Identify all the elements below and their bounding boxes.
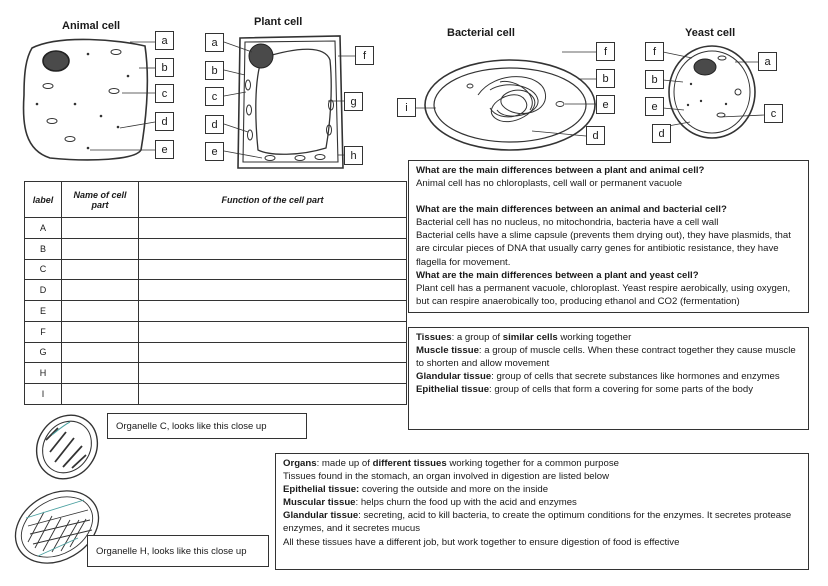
glandular-tissue-stomach [283, 509, 801, 535]
bacterial-label-box[interactable]: b [596, 69, 615, 88]
row-label: H [25, 363, 62, 384]
table-row [25, 280, 407, 301]
row-label: F [25, 321, 62, 342]
bacterial-label-box[interactable]: d [586, 126, 605, 145]
answer-plant-yeast: Plant cell has a permanent vacuole, chloroplast. Yeast respire aerobically, using oxygen, but can respire anaerobically too, producing ethanol and CO2 (fermentation) [416, 282, 791, 307]
text: : made up of [316, 458, 373, 469]
plant-label-box[interactable]: d [205, 115, 224, 134]
term: Epithelial tissue: [283, 484, 360, 496]
function-cell[interactable] [139, 363, 407, 384]
text: working together [557, 332, 632, 343]
row-label: B [25, 238, 62, 259]
organelle-h-caption: Organelle H, looks like this close up [87, 535, 269, 567]
table-row [25, 342, 407, 363]
term: Glandular tissue [283, 510, 359, 522]
name-cell[interactable] [62, 238, 139, 259]
row-label: G [25, 342, 62, 363]
plant-label-box[interactable]: h [344, 146, 363, 165]
text: working together for a common purpose [446, 458, 619, 469]
name-cell[interactable] [62, 280, 139, 301]
row-label: C [25, 259, 62, 280]
cell-parts-table [24, 181, 407, 405]
plant-label-box[interactable]: a [205, 33, 224, 52]
animal-label-box[interactable]: c [155, 84, 174, 103]
bacterial-label-box[interactable]: i [397, 98, 416, 117]
function-cell[interactable] [139, 301, 407, 322]
table-row [25, 363, 407, 384]
question-plant-yeast: What are the main differences between a plant and yeast cell? [416, 269, 699, 281]
plant-label-box[interactable]: f [355, 46, 374, 65]
question-animal-bacterial: What are the main differences between an animal and bacterial cell? [416, 204, 727, 216]
stomach-summary: All these tissues have a different job, but work together to ensure digestion of food is effective [283, 536, 680, 548]
function-cell[interactable] [139, 342, 407, 363]
organs-box [275, 453, 809, 570]
epithelial-tissue-stomach [283, 483, 801, 496]
name-cell[interactable] [62, 218, 139, 239]
column-header-label: label [25, 182, 62, 218]
table-row [25, 321, 407, 342]
name-cell[interactable] [62, 321, 139, 342]
plant-label-box[interactable]: e [205, 142, 224, 161]
yeast-label-box[interactable]: f [645, 42, 664, 61]
yeast-label-box[interactable]: d [652, 124, 671, 143]
tissues-definition [416, 331, 801, 344]
organs-definition [283, 457, 801, 470]
name-cell[interactable] [62, 363, 139, 384]
answer-animal-bacterial-2: Bacterial cells have a slime capsule (prevents them drying out), they have plasmids, that are circular pieces of DNA that usually carry genes for antibiotic resistance, they have flagella for movement. [416, 230, 791, 268]
muscle-tissue-definition [416, 344, 801, 370]
text: : helps churn the food up with the acid and enzymes [355, 497, 577, 509]
answer-animal-bacterial-1: Bacterial cell has no nucleus, no mitochondria, bacteria have a cell wall [416, 217, 719, 229]
function-cell[interactable] [139, 259, 407, 280]
yeast-cell-drawing [663, 46, 764, 138]
function-cell[interactable] [139, 321, 407, 342]
function-cell[interactable] [139, 218, 407, 239]
mitochondrion-drawing [24, 403, 109, 490]
function-cell[interactable] [139, 280, 407, 301]
row-label: D [25, 280, 62, 301]
animal-cell-drawing [23, 39, 155, 160]
bacterial-cell-drawing [415, 52, 596, 150]
table-row [25, 238, 407, 259]
epithelial-tissue-definition [416, 383, 801, 396]
table-row [25, 259, 407, 280]
animal-label-box[interactable]: a [155, 31, 174, 50]
answer-plant-animal: Animal cell has no chloroplasts, cell wall or permanent vacuole [416, 178, 683, 190]
question-plant-animal: What are the main differences between a plant and animal cell? [416, 165, 705, 176]
muscular-tissue-stomach [283, 496, 801, 509]
animal-cell-title: Animal cell [62, 20, 121, 32]
yeast-label-box[interactable]: e [645, 97, 664, 116]
column-header-function: Function of the cell part [139, 182, 407, 218]
table-row [25, 218, 407, 239]
stomach-intro: Tissues found in the stomach, an organ involved in digestion are listed below [283, 471, 610, 483]
emphasis: different tissues [372, 458, 447, 469]
name-cell[interactable] [62, 384, 139, 405]
plant-cell-drawing [224, 36, 355, 168]
animal-label-box[interactable]: e [155, 140, 174, 159]
yeast-label-box[interactable]: b [645, 70, 664, 89]
text: : a group of muscle cells. When these contract together they cause muscle to shorten and allow movement [416, 345, 796, 370]
column-header-name: Name of cell part [62, 182, 139, 218]
yeast-label-box[interactable]: a [758, 52, 777, 71]
name-cell[interactable] [62, 342, 139, 363]
table-row [25, 301, 407, 322]
text: covering the outside and more on the inside [359, 484, 549, 496]
plant-label-box[interactable]: c [205, 87, 224, 106]
table-header-row [25, 182, 407, 218]
plant-label-box[interactable]: b [205, 61, 224, 80]
yeast-cell-title: Yeast cell [685, 27, 736, 39]
table-row [25, 384, 407, 405]
row-label: E [25, 301, 62, 322]
term: Organs [283, 458, 317, 469]
differences-box [408, 160, 809, 313]
term: Muscular tissue [283, 497, 356, 509]
name-cell[interactable] [62, 259, 139, 280]
plant-label-box[interactable]: g [344, 92, 363, 111]
bacterial-label-box[interactable]: e [596, 95, 615, 114]
plant-cell-title: Plant cell [254, 16, 303, 28]
function-cell[interactable] [139, 238, 407, 259]
yeast-label-box[interactable]: c [764, 104, 783, 123]
glandular-tissue-definition [416, 370, 801, 383]
term: Tissues [416, 332, 452, 343]
row-label: A [25, 218, 62, 239]
tissues-box [408, 327, 809, 430]
animal-label-box[interactable]: b [155, 58, 174, 77]
animal-label-box[interactable]: d [155, 112, 174, 131]
term: Epithelial tissue [416, 384, 490, 396]
name-cell[interactable] [62, 301, 139, 322]
term: Muscle tissue [416, 345, 479, 357]
text: : a group of [451, 332, 503, 343]
text: : secreting, acid to kill bacteria, to create the optimum conditions for the enzymes. It secretes protease enzymes, and it secretes mucus [283, 510, 792, 535]
emphasis: similar cells [502, 332, 558, 343]
row-label: I [25, 384, 62, 405]
term: Glandular tissue [416, 371, 492, 383]
organelle-c-caption: Organelle C, looks like this close up [107, 413, 307, 439]
function-cell[interactable] [139, 384, 407, 405]
text: : group of cells that secrete substances like hormones and enzymes [491, 371, 780, 383]
bacterial-cell-title: Bacterial cell [447, 27, 515, 39]
bacterial-label-box[interactable]: f [596, 42, 615, 61]
text: : group of cells that form a covering for some parts of the body [489, 384, 754, 396]
